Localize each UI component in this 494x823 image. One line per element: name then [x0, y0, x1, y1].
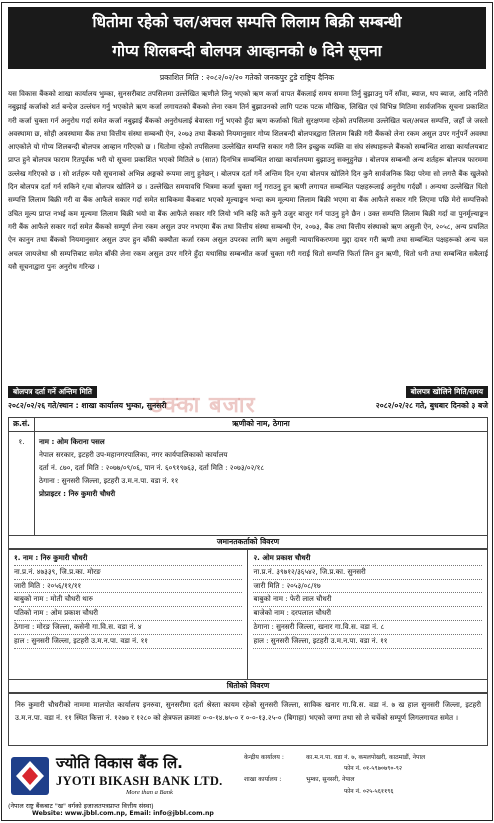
central-office-phone: फोन नं. ०१-५९७०७९०-९२: [344, 765, 403, 773]
guarantor-citizenship: ना.प्र.नं. ४७३३९, जि.प्र.का. मोरङ: [14, 566, 242, 580]
column-header-borrower: ऋणीको नाम, ठेगाना: [35, 418, 488, 432]
central-office-address: का.म.न.पा. वडा नं. ७, कमलपोखरी, काठमाडौं, नेपाल: [306, 754, 426, 761]
guarantor-name: १. नाम : निरु कुमारी चौधरी: [14, 552, 242, 566]
borrower-name: नाम : ओम किराना पसल: [39, 437, 105, 446]
table-row: [9, 694, 488, 746]
opening-date-value: २०८२/०२/२८ गते, बुधबार दिनको ३ बजे: [375, 401, 488, 410]
submission-deadline-label: बोलपत्र दर्ता गर्ने अन्तिम मिति: [8, 386, 97, 398]
notice-body-paragraph: यस विकास बैंकको शाखा कार्यालय भुम्का, सुनसरीबाट तपसिलमा उल्लेखित ऋणीले लिनु भएको ऋण कर्जा वापत बैंकलाई समय सममा तिर्नु बुझाउनु पर्ने साँवा, ब्याज, थप ब्याज, आदि नतिरी नबुझाई कर्जाको शर्त बन्देज उल्लंघन गर्नु भएकोले ऋण कर्जा लगायतको बैंकको लेना रकम तिर्न बुझाउनको लागि पटक पटक मौखिक, लिखित एवं विभिन्न मितिमा सार्वजनिक सूचना प्रकाशित गरी कर्जा चुक्ता गर्न अनुरोध गर्दा समेत कर्जा नबुझाई बैंकको अनुरोधलाई बेवास्ता गर्नु भएको हुँदा ऋण कर्जाको धितो सुरक्षणमा रहेको तपसिलमा उल्लेखित चल/अचल सम्पत्ति, जहाँ जे जस्तो अवस्थामा छ, सोही अवस्थामा बैंक तथा वित्तीय संस्था सम्बन्धी ऐन, २०७३ तथा बैंकको नियमानुसार गोप्य शिलबन्दी बोलपत्रद्वारा लिलाम बिक्री गरी बैंकको लेना रकम असुल उपर गर्नुपर्ने अवस्था आएकोले यो गोप्य शिलबन्दी बोलपत्र आव्हान गरिएको छ । धितोमा रहेको तपसिलमा उल्लेखित सम्पत्ति सकार गरी लिन इच्छुक व्यक्ति वा संघ संस्थाहरूले बैंकको सम्बन्धित शाखा कार्यालयबाट प्राप्त हुने बोलपत्र फाराम रितपूर्वक भरी यो सूचना प्रकाशित भएको मितिले ७ (सात) दिनभित्र सम्बन्धित शाखा कार्यालयमा बुझाउनु सक्नुहुनेछ । बोलपत्र सम्बन्धी अन्य शर्तहरू बोलपत्र फारममा उल्लेख गरिएको छ । सो शर्तहरू यसै सूचनाको अभिन्न अङ्गको रूपमा लागु हुनेछन् । बोलपत्र दर्ता गर्ने अन्तिम दिन र/वा बोलपत्र खोलिने दिन कुनै सार्वजनिक बिदा परेमा सो लगत्तै बैंक खुलेको दिन बोलपत्र दर्ता गर्न सकिने र/वा बोलपत्र खोलिने छ । उल्लेखित समयावधि भित्रमा कर्जा चुक्ता गर्नु गराउनु हुन ऋणी लगायत सम्बन्धित पक्षहरूलाई अनुरोध गर्दछौं । अन्यथा उल्लेखित धितो सम्पत्ति लिलाम बिक्री गरी वा बैंक आफैले सकार गर्दा समेत साबिकमा बैंकबाट भएको मूल्याङ्कन भन्दा कम मूल्यमा लिलाम बिक्री भएमा वा बैंक आफैले सकार गरि लिएमा पछि मेरो सम्पत्तिको उचित मूल्य प्राप्त नभई कम मूल्यमा लिलाम बिक्री भयो वा बैंक आफैले सकार गरि लियो भनि कहि कतै कुनै उजुर बाजुर गर्न पाउनु हुने छैन । उक्त सम्पत्ति लिलाम बिक्री गर्दा वा पुनर्मूल्याङ्कन गरी बैंक आफैले सकार गर्दा समेत बैंकको सम्पूर्ण लेना रकम असुल उपर नभएमा बैंक तथा वित्तीय संस्था सम्बन्धी ऐन, २०७३, बैंक तथा वित्तीय संस्थाको ऋण असुली ऐन, २०५८, अन्य प्रचलित ऐन कानुन तथा बैंकको नियमानुसार असुल उपर हुन बाँकी बक्यौता कर्जा रकम असुल उपरका लागि ऋण असुली न्यायाधिकरणमा मुद्दा दायर गरी ऋणी तथा सम्बन्धित पक्षहरूको अन्य चल अचल जायजेथा श्री सम्पत्तिबाट समेत बाँकी लेना रकम असुल उपर गरिने हुँदा यथासिघ्र सम्बन्धीत कर्जा चुक्ता गरी गराई धितो सम्पत्ति फिर्ता लिन हुन ऋणी, धितो धनी तथा सम्बन्धित सबैलाई यसै सूचनाद्वारा पुनः अनुरोध गरिन्छ ।: [8, 89, 488, 271]
borrower-details: [35, 432, 488, 536]
bank-contacts: [244, 752, 488, 797]
guarantor-current-address: हाल : सुनसरी जिल्ला, इटहरी उ.म.न.पा. वडा नं. ११: [14, 635, 242, 649]
bank-name-english: JYOTI BIKASH BANK LTD.: [56, 774, 223, 788]
guarantors-section-title: जमानतकर्ताको विवरण: [8, 535, 488, 549]
guarantor-1: [9, 550, 248, 680]
notice-title-line2: गोप्य शिलबन्दी बोलपत्र आव्हानको ७ दिने सूचना: [112, 42, 382, 60]
borrower-office: नेपाल सरकार, इटहरी उप-महानगरपालिका, नगर कार्यपालिकाको कार्यालय: [39, 450, 228, 459]
guarantor-current-address: हाल : सुनसरी जिल्ला, इटहरी उ.म.न.पा. वडा नं. ११: [253, 635, 482, 649]
guarantor-issued-date: जारी मिति : २०५६/११/११: [14, 580, 242, 594]
mortgage-section-title: धितोको विवरण: [8, 679, 488, 693]
bank-website-email[interactable]: Website: www.jbbl.com.np, Email: info@jbbl.com.np: [32, 810, 214, 817]
guarantor-address: ठेगाना : मोरङ जिल्ला, कसेनी गा.वि.स. वडा नं. ४: [14, 621, 242, 635]
guarantor-relative: बाजेको नाम : दरपलाल चौधरी: [253, 607, 482, 621]
table-row: [9, 550, 488, 680]
guarantor-address: ठेगाना : सुनसरी जिल्ला, खनार गा.वि.स. वडा नं. ८: [253, 621, 482, 635]
guarantor-issued-date: जारी मिति : २०५३/०८/१७: [253, 580, 482, 594]
watermark: ठक्का बजार: [150, 393, 256, 418]
opening-date-label: बोलपत्र खोलिने मिति/समय: [406, 386, 488, 398]
bank-license-note: (नेपाल राष्ट्र बैंकबाट "ख" वर्गको इजाजतपत्रप्राप्त वित्तीय संस्था): [8, 802, 154, 810]
branch-office-phone: फोन नं. ०२५-५६११९६: [344, 787, 394, 795]
submission-deadline-value: २०८२/०२/२६ गते/स्थान : शाखा कार्यालय भुम्का, सुनसरी: [8, 401, 167, 410]
borrower-table: [8, 431, 488, 536]
borrower-sn: १.: [9, 432, 35, 536]
guarantor-father: बाबुको नाम : मोती चौधरी थारु: [14, 593, 242, 607]
notice-page: [1, 2, 493, 821]
column-header-sn: क्र.सं.: [9, 418, 35, 432]
bank-footer: [8, 750, 488, 822]
bank-name-nepali: ज्योति विकास बैंक लि.: [56, 754, 183, 772]
guarantor-citizenship: ना.प्र.नं. ३९७१२/३६५४२, जि.प्र.का. सुनसरी: [253, 566, 482, 580]
notice-title-banner: [8, 7, 486, 69]
deadlines-section: [8, 386, 488, 416]
notice-title-line1: धितोमा रहेको चल/अचल सम्पत्ति लिलाम बिक्री सम्बन्धी: [92, 13, 402, 31]
table-row: [9, 432, 488, 536]
bank-tagline: More than a Bank: [126, 789, 173, 796]
branch-office-label: शाखा कार्यालय :: [244, 776, 282, 784]
guarantor-father: बाबुको नाम : फेरी लाल चौधरी: [253, 593, 482, 607]
publication-line: प्रकाशित मिति : २०८२/०२/२० गतेको जनकपुर टुडे राष्ट्रिय दैनिक: [159, 73, 335, 82]
borrower-registration: दर्ता नं. ८७०, दर्ता मिति : २०७७/०९/०६, पान नं. ६०९१९७६३, दर्ता मिति : २०७३/०२/१८: [39, 463, 265, 472]
mortgage-details: निरु कुमारी चौधरीको नाममा मालपोत कार्यालय इनरुवा, सुनसरीमा दर्ता श्रेस्ता कायम रहेको सुनसरी जिल्ला, साविक खनार गा.वि.स. वडा नं. ७ ख हाल सुनसरी जिल्ला, इटहरी उ.म.न.पा. वडा नं. ११ स्थित कित्ता नं. १२७७ र १२८० को क्षेत्रफल क्रमशः ०-०-१४.७५-० र ०-०-१३.२५-० (बिगाहा) भएको जग्गा तथा सो ले चर्चेको सम्पूर्ण लिगलगायत समेत ।: [9, 694, 488, 746]
bank-logo: [8, 754, 238, 814]
borrower-table-header: [8, 417, 488, 432]
guarantor-relative: पतिको नाम : ओम प्रकाश चौधरी: [14, 607, 242, 621]
mortgage-table: [8, 693, 488, 746]
guarantor-name: २. ओम प्रकाश चौधरी: [253, 552, 482, 566]
guarantors-table: [8, 549, 488, 680]
central-office-label: केन्द्रीय कार्यालय :: [244, 754, 284, 761]
bank-logo-mark-icon: [10, 756, 50, 796]
borrower-address: ठेगाना : सुनसरी जिल्ला, इटहरी उ.म.न.पा. वडा नं. ११: [39, 476, 179, 485]
branch-office-address: भुम्का, सुनसरी, नेपाल: [306, 776, 355, 784]
guarantor-2: [248, 550, 488, 680]
borrower-proprietor: प्रोप्राइटर : निरु कुमारी चौधरी: [39, 489, 116, 498]
